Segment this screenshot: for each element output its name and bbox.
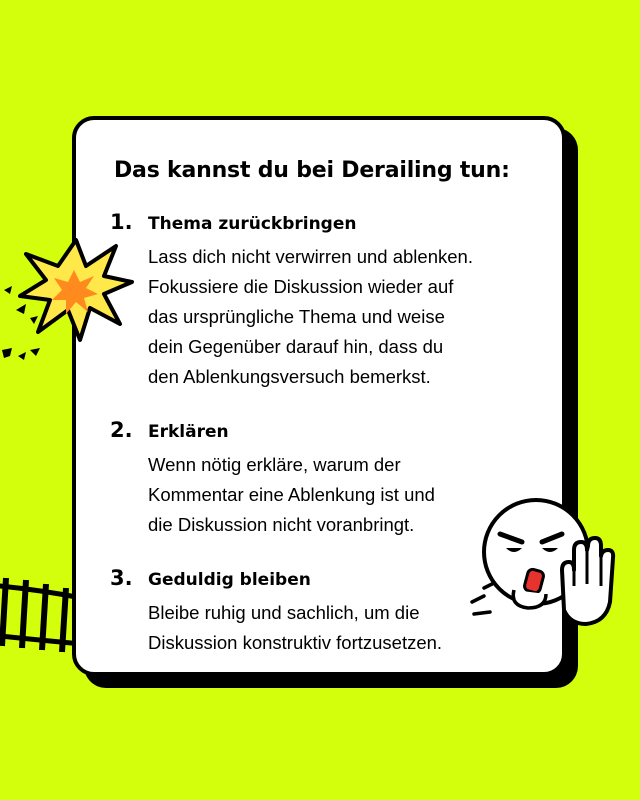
card-title: Das kannst du bei Derailing tun: xyxy=(114,158,510,183)
tip-text: Bleibe ruhig und sachlich, um die Diskussion konstruktiv fortzusetzen. xyxy=(148,602,443,653)
tip-heading: Geduldig bleiben xyxy=(148,570,311,590)
tip-heading: Erklären xyxy=(148,422,229,442)
explosion-icon xyxy=(16,236,136,346)
tip-text: Lass dich nicht verwirren und ablenken. Fokussiere die Diskussion wieder auf das ursprüngliche Thema und weise dein Gegenüber darauf hin, dass du den Ablenkungsversuch bemerkst. xyxy=(148,246,473,387)
tip-number: 2. xyxy=(110,418,133,442)
stop-face-icon xyxy=(470,490,620,640)
tip-heading: Thema zurückbringen xyxy=(148,214,357,234)
tip-number: 1. xyxy=(110,210,133,234)
tip-number: 3. xyxy=(110,566,133,590)
tip-text: Wenn nötig erkläre, warum der Kommentar eine Ablenkung ist und die Diskussion nicht voranbringt. xyxy=(148,454,435,535)
